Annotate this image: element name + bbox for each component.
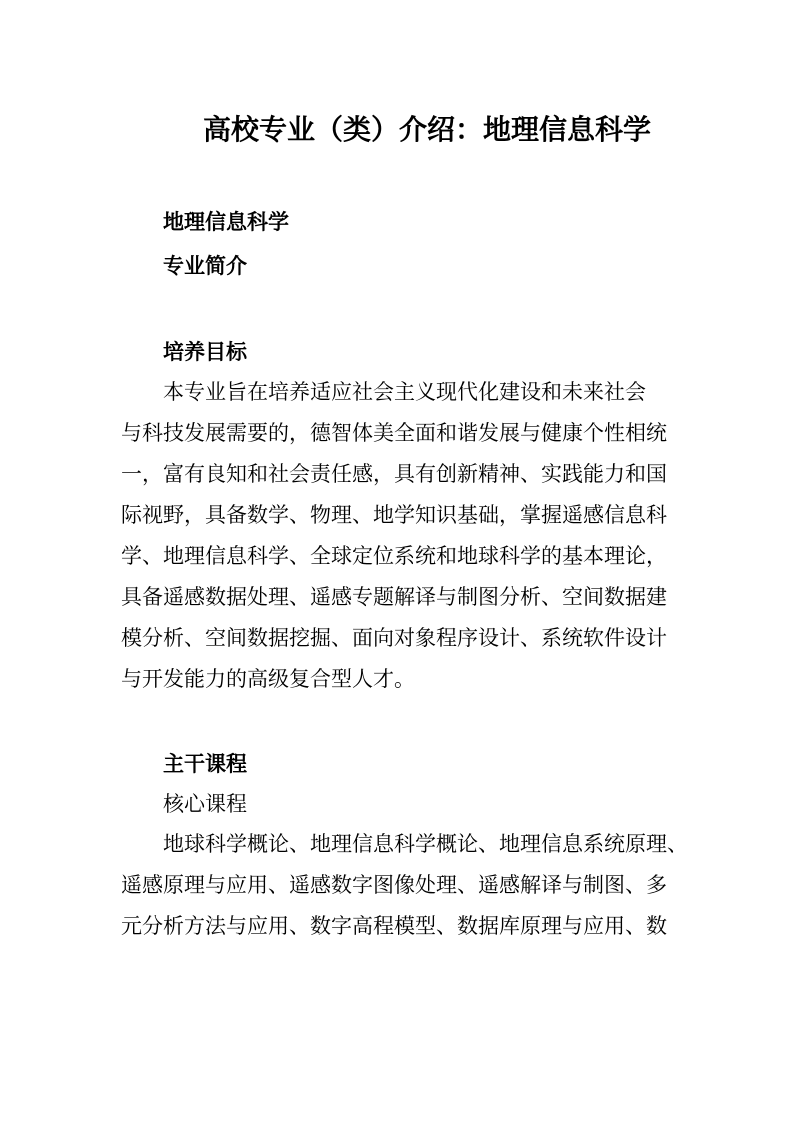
paragraph-line: 遥感原理与应用、遥感数字图像处理、遥感解译与制图、多 xyxy=(121,873,667,897)
spacer xyxy=(121,700,677,744)
core-course-label: 核心课程 xyxy=(163,792,247,816)
paragraph-line: 与开发能力的高级复合型人才。 xyxy=(121,667,415,691)
paragraph-line: 与科技发展需要的，德智体美全面和谐发展与健康个性相统 xyxy=(121,421,667,445)
goal-paragraph xyxy=(121,372,677,700)
document-title: 高校专业（类）介绍：地理信息科学 xyxy=(202,113,651,146)
paragraph-line: 际视野，具备数学、物理、地学知识基础，掌握遥感信息科 xyxy=(121,503,667,527)
paragraph-line: 一，富有良知和社会责任感，具有创新精神、实践能力和国 xyxy=(121,462,667,486)
paragraph-line: 学、地理信息科学、全球定位系统和地球科学的基本理论， xyxy=(121,544,667,568)
paragraph-line: 模分析、空间数据挖掘、面向对象程序设计、系统软件设计 xyxy=(121,626,667,650)
major-name-heading: 地理信息科学 xyxy=(163,210,289,234)
paragraph-line: 地球科学概论、地理信息科学概论、地理信息系统原理、 xyxy=(163,832,688,856)
document-body xyxy=(121,200,688,947)
paragraph-line: 具备遥感数据处理、遥感专题解译与制图分析、空间数据建 xyxy=(121,585,667,609)
paragraph-line: 本专业旨在培养适应社会主义现代化建设和未来社会 xyxy=(163,380,646,404)
goal-heading: 培养目标 xyxy=(163,340,247,364)
course-heading: 主干课程 xyxy=(163,752,247,776)
course-paragraph xyxy=(121,824,688,947)
spacer xyxy=(121,288,677,332)
paragraph-line: 元分析方法与应用、数字高程模型、数据库原理与应用、数 xyxy=(121,914,667,938)
intro-heading: 专业简介 xyxy=(163,254,247,278)
